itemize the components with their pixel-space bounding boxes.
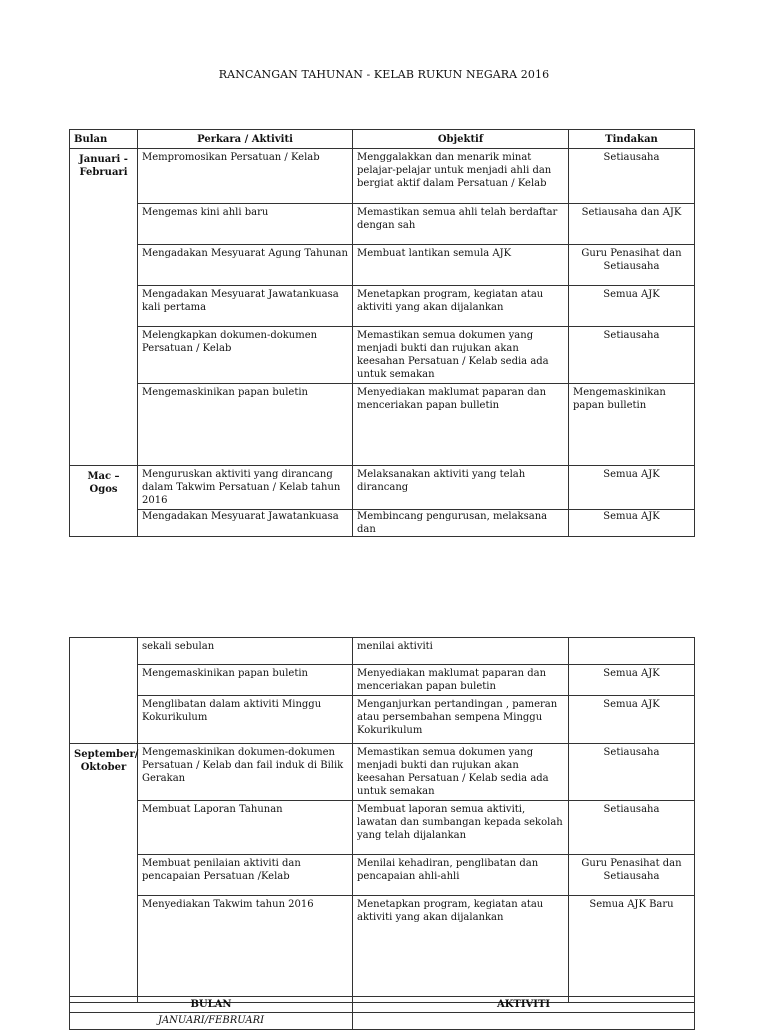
table-row bbox=[70, 286, 695, 327]
page-title: RANCANGAN TAHUNAN - KELAB RUKUN NEGARA 2016 bbox=[218, 68, 550, 81]
objektif-cell: Menetapkan program, kegiatan atau aktiviti yang akan dijalankan bbox=[353, 286, 569, 327]
table-row bbox=[70, 204, 695, 245]
table-row bbox=[70, 855, 695, 896]
tindakan-cell: Guru Penasihat dan Setiausaha bbox=[569, 245, 695, 286]
plan-table-page1 bbox=[69, 129, 695, 537]
tindakan-cell: Semua AJK Baru bbox=[569, 896, 695, 1003]
perkara-cell: Menyediakan Takwim tahun 2016 bbox=[138, 896, 353, 1003]
perkara-cell: Mengadakan Mesyuarat Jawatankuasa bbox=[138, 510, 353, 537]
perkara-cell: Mempromosikan Persatuan / Kelab bbox=[138, 149, 353, 204]
objektif-cell: Melaksanakan aktiviti yang telah dirancang bbox=[353, 466, 569, 510]
tindakan-cell: Semua AJK bbox=[569, 665, 695, 696]
objektif-cell: Memastikan semua dokumen yang menjadi bukti dan rujukan akan keesahan Persatuan / Kelab sedia ada untuk semakan bbox=[353, 327, 569, 384]
perkara-cell: Mengemas kini ahli baru bbox=[138, 204, 353, 245]
table-row bbox=[70, 327, 695, 384]
tindakan-cell bbox=[569, 638, 695, 665]
table-row bbox=[70, 1013, 695, 1030]
summary-month-cell: JANUARI/FEBRUARI bbox=[70, 1013, 353, 1030]
table-row bbox=[70, 466, 695, 510]
objektif-cell: Menetapkan program, kegiatan atau aktiviti yang akan dijalankan bbox=[353, 896, 569, 1003]
objektif-cell: Menilai kehadiran, penglibatan dan pencapaian ahli-ahli bbox=[353, 855, 569, 896]
table-row bbox=[70, 896, 695, 1003]
objektif-cell: Membuat lantikan semula AJK bbox=[353, 245, 569, 286]
tindakan-cell: Setiausaha bbox=[569, 149, 695, 204]
header-bulan: Bulan bbox=[70, 130, 138, 149]
table-row bbox=[70, 384, 695, 466]
objektif-cell: Menganjurkan pertandingan , pameran atau persembahan sempena Minggu Kokurikulum bbox=[353, 696, 569, 744]
objektif-cell: Menyediakan maklumat paparan dan menceriakan papan buletin bbox=[353, 665, 569, 696]
tindakan-cell: Semua AJK bbox=[569, 466, 695, 510]
month-cell: Mac – Ogos bbox=[70, 466, 138, 537]
objektif-cell: menilai aktiviti bbox=[353, 638, 569, 665]
perkara-cell: Mengadakan Mesyuarat Jawatankuasa kali pertama bbox=[138, 286, 353, 327]
tindakan-cell: Semua AJK bbox=[569, 286, 695, 327]
table-row bbox=[70, 245, 695, 286]
tindakan-cell: Guru Penasihat dan Setiausaha bbox=[569, 855, 695, 896]
perkara-cell: Menguruskan aktiviti yang dirancang dalam Takwim Persatuan / Kelab tahun 2016 bbox=[138, 466, 353, 510]
tindakan-cell: Semua AJK bbox=[569, 510, 695, 537]
perkara-cell: Mengemaskinikan papan buletin bbox=[138, 665, 353, 696]
table-row bbox=[70, 744, 695, 801]
perkara-cell: sekali sebulan bbox=[138, 638, 353, 665]
table-row bbox=[70, 149, 695, 204]
tindakan-cell: Setiausaha bbox=[569, 801, 695, 855]
table-header-row bbox=[70, 130, 695, 149]
perkara-cell: Menglibatan dalam aktiviti Minggu Kokurikulum bbox=[138, 696, 353, 744]
header-objektif: Objektif bbox=[353, 130, 569, 149]
perkara-cell: Membuat penilaian aktiviti dan pencapaian Persatuan /Kelab bbox=[138, 855, 353, 896]
table-row bbox=[70, 801, 695, 855]
objektif-cell: Memastikan semua ahli telah berdaftar dengan sah bbox=[353, 204, 569, 245]
table-row bbox=[70, 638, 695, 665]
table-row bbox=[70, 696, 695, 744]
header-bulan-caps: BULAN bbox=[70, 997, 353, 1013]
objektif-cell: Memastikan semua dokumen yang menjadi bukti dan rujukan akan keesahan Persatuan / Kelab sedia ada untuk semakan bbox=[353, 744, 569, 801]
header-aktiviti-caps: AKTIVITI bbox=[353, 997, 695, 1013]
tindakan-cell: Setiausaha dan AJK bbox=[569, 204, 695, 245]
tindakan-cell: Semua AJK bbox=[569, 696, 695, 744]
summary-header-row bbox=[70, 997, 695, 1013]
table-row bbox=[70, 510, 695, 537]
tindakan-cell: Setiausaha bbox=[569, 744, 695, 801]
summary-table bbox=[69, 996, 695, 1030]
plan-table-page2 bbox=[69, 637, 695, 1003]
month-cell: September/ Oktober bbox=[70, 744, 138, 1003]
tindakan-cell: Setiausaha bbox=[569, 327, 695, 384]
header-perkara: Perkara / Aktiviti bbox=[138, 130, 353, 149]
tindakan-cell: Mengemaskinikan papan bulletin bbox=[569, 384, 695, 466]
objektif-cell: Menggalakkan dan menarik minat pelajar-pelajar untuk menjadi ahli dan bergiat aktif dalam Persatuan / Kelab bbox=[353, 149, 569, 204]
perkara-cell: Membuat Laporan Tahunan bbox=[138, 801, 353, 855]
month-cell-empty bbox=[70, 638, 138, 744]
objektif-cell: Membincang pengurusan, melaksana dan bbox=[353, 510, 569, 537]
summary-activity-cell bbox=[353, 1013, 695, 1030]
header-tindakan: Tindakan bbox=[569, 130, 695, 149]
perkara-cell: Mengemaskinikan papan buletin bbox=[138, 384, 353, 466]
perkara-cell: Mengadakan Mesyuarat Agung Tahunan bbox=[138, 245, 353, 286]
objektif-cell: Membuat laporan semua aktiviti, lawatan dan sumbangan kepada sekolah yang telah dijalankan bbox=[353, 801, 569, 855]
objektif-cell: Menyediakan maklumat paparan dan menceriakan papan bulletin bbox=[353, 384, 569, 466]
perkara-cell: Melengkapkan dokumen-dokumen Persatuan / Kelab bbox=[138, 327, 353, 384]
table-row bbox=[70, 665, 695, 696]
month-cell: Januari -Februari bbox=[70, 149, 138, 466]
perkara-cell: Mengemaskinikan dokumen-dokumen Persatuan / Kelab dan fail induk di Bilik Gerakan bbox=[138, 744, 353, 801]
